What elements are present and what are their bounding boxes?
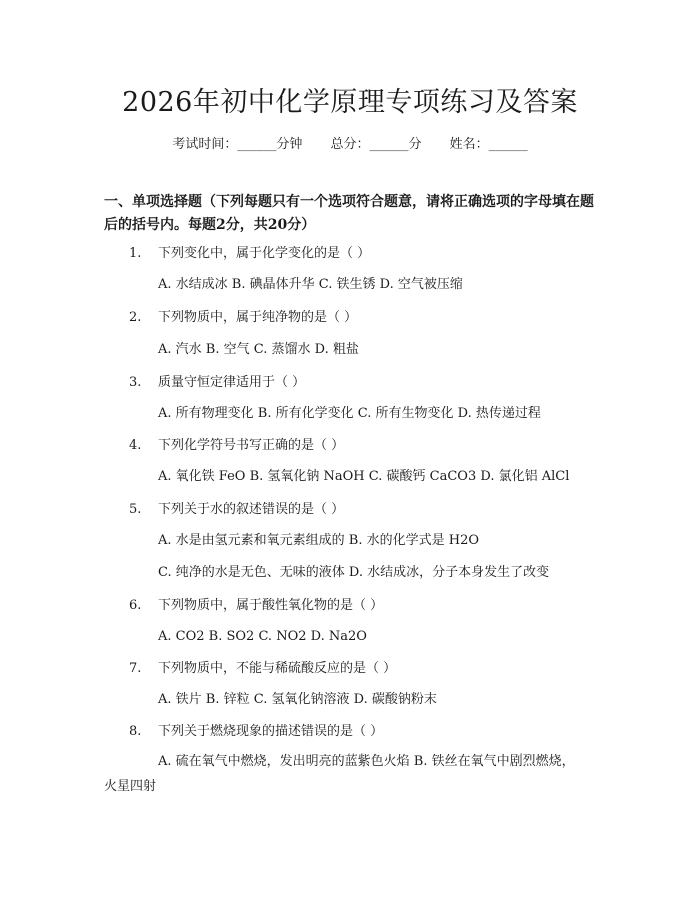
question-number: 1. [129, 246, 142, 261]
section-heading: 一、单项选择题（下列每题只有一个选项符合题意，请将正确选项的字母填在题后的括号内。每题2分，共20分） [104, 194, 594, 233]
exam-info [0, 133, 700, 152]
question-4 [129, 436, 609, 456]
question-4-options: A. 氧化铁 FeO B. 氢氧化钠 NaOH C. 碳酸钙 CaCO3 D. 氯化铝 AlCl [158, 469, 570, 484]
question-6-options: A. CO2 B. SO2 C. NO2 D. Na2O [158, 629, 367, 644]
question-text: 下列变化中，属于化学变化的是（ ） [158, 246, 371, 261]
question-number: 5. [129, 502, 142, 517]
question-1-options: A. 水结成冰 B. 碘晶体升华 C. 铁生锈 D. 空气被压缩 [158, 277, 463, 292]
question-number: 4. [129, 438, 142, 453]
question-text: 质量守恒定律适用于（ ） [158, 375, 306, 390]
student-name: 姓名：______ [449, 137, 528, 152]
question-5-options-line-2: C. 纯净的水是无色、无味的液体 D. 水结成冰，分子本身发生了改变 [158, 565, 550, 580]
question-number: 6. [129, 598, 142, 613]
question-1 [129, 244, 609, 264]
question-number: 2. [129, 310, 142, 325]
question-text: 下列关于燃烧现象的描述错误的是（ ） [158, 724, 384, 739]
question-number: 8. [129, 724, 142, 739]
question-5 [129, 500, 609, 520]
page-title: 2026年初中化学原理专项练习及答案 [122, 87, 578, 118]
question-text: 下列物质中，属于酸性氧化物的是（ ） [158, 598, 384, 613]
question-8 [129, 722, 609, 742]
exam-score: 总分：______分 [330, 137, 422, 152]
exam-time: 考试时间：______分钟 [172, 137, 303, 152]
question-number: 7. [129, 661, 142, 676]
question-text: 下列关于水的叙述错误的是（ ） [158, 502, 345, 517]
question-2 [129, 308, 609, 328]
question-2-options: A. 汽水 B. 空气 C. 蒸馏水 D. 粗盐 [158, 342, 359, 357]
question-8-options: A. 硫在氧气中燃烧，发出明亮的蓝紫色火焰 B. 铁丝在氧气中剧烈燃烧，火星四射 [104, 754, 575, 794]
question-3 [129, 373, 609, 393]
question-7-options: A. 铁片 B. 锌粒 C. 氢氧化钠溶液 D. 碳酸钠粉末 [158, 692, 437, 707]
question-number: 3. [129, 375, 142, 390]
question-text: 下列物质中，不能与稀硫酸反应的是（ ） [158, 661, 397, 676]
question-text: 下列化学符号书写正确的是（ ） [158, 438, 345, 453]
question-3-options: A. 所有物理变化 B. 所有化学变化 C. 所有生物变化 D. 热传递过程 [158, 406, 541, 421]
question-5-options-line-1: A. 水是由氢元素和氧元素组成的 B. 水的化学式是 H2O [158, 533, 480, 548]
question-6 [129, 596, 609, 616]
question-7 [129, 659, 609, 679]
question-text: 下列物质中，属于纯净物的是（ ） [158, 310, 358, 325]
